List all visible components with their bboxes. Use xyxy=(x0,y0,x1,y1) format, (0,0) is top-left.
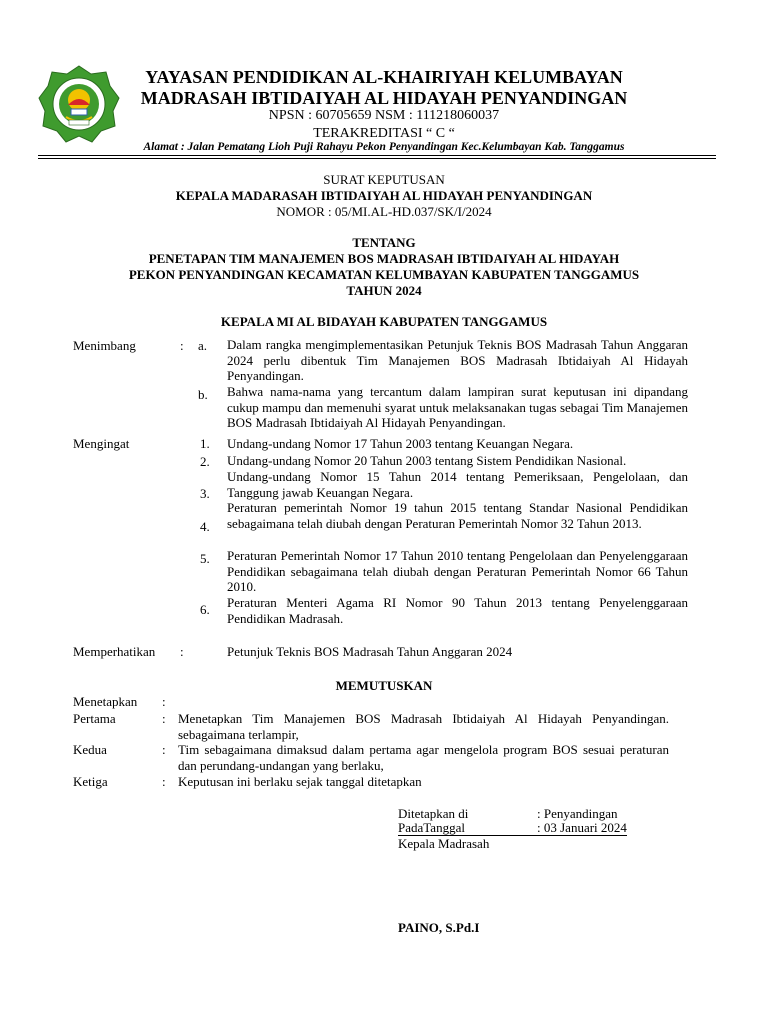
about-line-3: TAHUN 2024 xyxy=(346,283,422,298)
sign-date-label: PadaTanggal xyxy=(398,821,537,836)
remembering-mark-1: 1. xyxy=(200,436,210,451)
remembering-item-3: Undang-undang Nomor 15 Tahun 2014 tentang Pemeriksaan, Pengelolaan, dan Tanggung jawab Keuangan Negara. xyxy=(227,469,688,500)
decision-colon-2: : xyxy=(162,742,166,757)
address: Alamat : Jalan Pematang Lioh Puji Rahayu Pekon Penyandingan Kec.Kelumbayan Kab. Tanggamus xyxy=(143,141,625,153)
decision-colon-3: : xyxy=(162,774,166,789)
accreditation: TERAKREDITASI “ C “ xyxy=(313,126,455,141)
decision-text-3: Keputusan ini berlaku sejak tanggal ditetapkan xyxy=(178,774,422,789)
considering-mark-b: b. xyxy=(198,387,208,402)
considering-item-b: Bahwa nama-nama yang tercantum dalam lampiran surat keputusan ini dipandang cukup mampu dan memenuhi syarat untuk melaksanakan tugas sebagai Tim Manajemen BOS Madrasah Ibtidaiyah Al Hidayah Penyandingan. xyxy=(227,384,688,431)
header-rule-thin xyxy=(38,158,716,159)
remembering-item-5: Peraturan Pemerintah Nomor 17 Tahun 2010 tentang Pengelolaan dan Penyelenggaraan Pendidikan sebagaimana telah diubah dengan Peraturan Pemerintah Nomor 66 Tahun 2010. xyxy=(227,548,688,595)
sign-place-label: Ditetapkan di xyxy=(398,806,469,821)
noting-text: Petunjuk Teknis BOS Madrasah Tahun Anggaran 2024 xyxy=(227,644,513,659)
school-name: MADRASAH IBTIDAIYAH AL HIDAYAH PENYANDINGAN xyxy=(140,88,628,108)
about-label: TENTANG xyxy=(352,235,416,250)
decree-number: NOMOR : 05/MI.AL-HD.037/SK/I/2024 xyxy=(276,204,492,219)
remembering-mark-6: 6. xyxy=(200,602,210,617)
about-line-2: PEKON PENYANDINGAN KECAMATAN KELUMBAYAN KABUPATEN TANGGAMUS xyxy=(128,267,640,282)
considering-colon: : xyxy=(180,338,184,353)
remembering-mark-5: 5. xyxy=(200,551,210,566)
about-line-1: PENETAPAN TIM MANAJEMEN BOS MADRASAH IBTIDAIYAH AL HIDAYAH xyxy=(148,251,620,266)
sign-place-value: : Penyandingan xyxy=(537,806,618,821)
header-rule-thick xyxy=(38,155,716,156)
remembering-item-4: Peraturan pemerintah Nomor 19 tahun 2015 tentang Standar Nasional Pendidikan sebagaimana telah diubah dengan Peraturan Pemerintah Nomor 32 Tahun 2013. xyxy=(227,500,688,531)
decision-label-3: Ketiga xyxy=(73,774,108,789)
noting-label: Memperhatikan xyxy=(73,644,156,659)
npsn-nsm: NPSN : 60705659 NSM : 111218060037 xyxy=(268,108,500,123)
remembering-mark-2: 2. xyxy=(200,454,210,469)
sign-date-value: : 03 Januari 2024 xyxy=(537,820,627,835)
remembering-mark-3: 3. xyxy=(200,486,210,501)
foundation-name: YAYASAN PENDIDIKAN AL-KHAIRIYAH KELUMBAYAN xyxy=(145,67,623,87)
considering-label: Menimbang xyxy=(73,338,136,353)
remembering-item-6: Peraturan Menteri Agama RI Nomor 90 Tahun 2013 tentang Penyelenggaraan Pendidikan Madrasah. xyxy=(227,595,688,626)
remembering-label: Mengingat xyxy=(73,436,130,451)
noting-colon: : xyxy=(180,644,184,659)
decision-label-2: Kedua xyxy=(73,742,107,757)
considering-item-a: Dalam rangka mengimplementasikan Petunjuk Teknis BOS Madrasah Tahun Anggaran 2024 perlu dibentuk Tim Manajemen BOS Madrasah Ibtidaiyah Al Hidayah Penyandingan. xyxy=(227,337,688,384)
decision-text-2: Tim sebagaimana dimaksud dalam pertama agar mengelola program BOS sesuai peraturan dan perundang-undangan yang berlaku, xyxy=(178,742,669,773)
decision-label-1: Pertama xyxy=(73,711,116,726)
signatory-name: PAINO, S.Pd.I xyxy=(398,920,480,935)
establish-colon: : xyxy=(162,694,166,709)
remembering-item-2: Undang-undang Nomor 20 Tahun 2003 tentang Sistem Pendidikan Nasional. xyxy=(227,453,627,468)
considering-mark-a: a. xyxy=(198,338,208,353)
decree-title: SURAT KEPUTUSAN xyxy=(323,172,445,187)
decree-issuer: KEPALA MADARASAH IBTIDAIYAH AL HIDAYAH PENYANDINGAN xyxy=(175,188,593,203)
remembering-item-1: Undang-undang Nomor 17 Tahun 2003 tentang Keuangan Negara. xyxy=(227,436,574,451)
decision-colon-1: : xyxy=(162,711,166,726)
decree-head: KEPALA MI AL BIDAYAH KABUPATEN TANGGAMUS xyxy=(220,314,548,329)
decision-text-1: Menetapkan Tim Manajemen BOS Madrasah Ibtidaiyah Al Hidayah Penyandingan. sebagaimana terlampir, xyxy=(178,711,669,742)
establish-label: Menetapkan xyxy=(73,694,138,709)
sign-position: Kepala Madrasah xyxy=(398,836,490,851)
remembering-mark-4: 4. xyxy=(200,519,210,534)
decides-title: MEMUTUSKAN xyxy=(335,678,433,693)
